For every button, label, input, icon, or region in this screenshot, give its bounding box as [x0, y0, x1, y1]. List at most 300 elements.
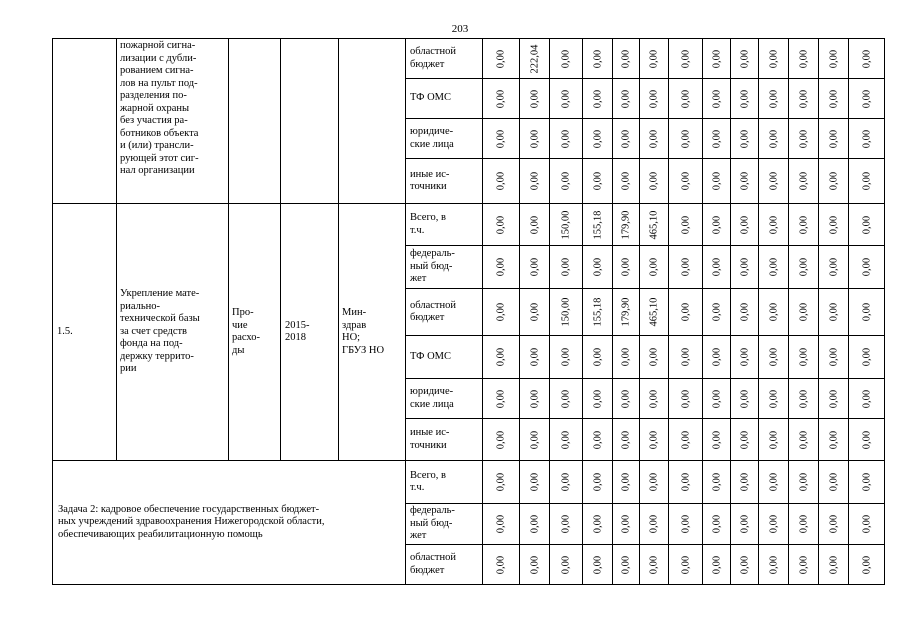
amount-cell [483, 289, 519, 335]
amount-value: 0,00 [592, 347, 603, 367]
amount-cell [789, 336, 818, 378]
amount-value: 0,00 [560, 389, 572, 408]
amount-cell [583, 419, 612, 460]
amount-value: 0,00 [529, 257, 540, 277]
amount-value: 0,00 [798, 389, 809, 408]
amount-value: 0,00 [711, 302, 722, 322]
funding-source: иные ис- точники [410, 168, 450, 192]
amount-value: 0,00 [529, 430, 540, 449]
amount-cell [520, 119, 549, 158]
amount-value: 0,00 [560, 472, 572, 492]
amount-cell [669, 419, 702, 460]
amount-cell [759, 39, 788, 78]
amount-value: 0,00 [680, 171, 691, 191]
amount-value: 0,00 [861, 302, 872, 322]
funding-source: Всего, в т.ч. [410, 469, 446, 493]
amount-cell [520, 289, 549, 335]
amount-cell [731, 39, 758, 78]
amount-value: 0,00 [680, 49, 691, 68]
amount-cell [550, 246, 582, 288]
amount-value: 0,00 [739, 257, 750, 277]
amount-cell [669, 461, 702, 503]
amount-value: 0,00 [648, 430, 660, 449]
amount-value: 0,00 [648, 514, 660, 534]
amount-cell [819, 119, 848, 158]
amount-value: 0,00 [648, 347, 660, 367]
amount-cell [669, 119, 702, 158]
amount-value: 0,00 [560, 430, 572, 449]
amount-value: 0,00 [861, 171, 872, 191]
amount-value: 0,00 [768, 472, 779, 492]
amount-cell [789, 39, 818, 78]
amount-value: 0,00 [861, 89, 872, 108]
amount-value: 0,00 [620, 257, 632, 277]
amount-value: 0,00 [828, 514, 839, 534]
amount-cell [759, 79, 788, 118]
amount-cell [640, 246, 668, 288]
amount-cell [640, 204, 668, 245]
amount-cell [520, 39, 549, 78]
amount-cell [703, 289, 730, 335]
amount-cell [483, 79, 519, 118]
amount-value: 0,00 [861, 514, 872, 534]
amount-value: 0,00 [495, 257, 507, 277]
amount-value: 0,00 [495, 430, 507, 449]
amount-cell [759, 204, 788, 245]
amount-value: 0,00 [798, 49, 809, 68]
amount-cell [703, 79, 730, 118]
amount-value: 0,00 [828, 171, 839, 191]
amount-cell [703, 39, 730, 78]
amount-value: 0,00 [768, 430, 779, 449]
amount-value: 0,00 [620, 555, 632, 574]
amount-cell [731, 159, 758, 203]
amount-cell [703, 461, 730, 503]
amount-cell [520, 336, 549, 378]
amount-cell [483, 204, 519, 245]
amount-value: 179,90 [620, 210, 632, 239]
amount-value: 0,00 [560, 514, 572, 534]
amount-cell [550, 79, 582, 118]
amount-value: 0,00 [798, 302, 809, 322]
amount-value: 0,00 [529, 215, 540, 234]
amount-cell [759, 461, 788, 503]
expense-type [229, 39, 280, 203]
amount-cell [789, 504, 818, 544]
amount-value: 0,00 [495, 514, 507, 534]
amount-cell [640, 419, 668, 460]
amount-value: 0,00 [680, 89, 691, 108]
amount-value: 0,00 [861, 49, 872, 68]
amount-cell [550, 545, 582, 584]
amount-cell [759, 246, 788, 288]
amount-cell [849, 39, 884, 78]
amount-cell [520, 204, 549, 245]
amount-value: 0,00 [529, 389, 540, 408]
amount-cell [483, 336, 519, 378]
amount-value: 0,00 [768, 514, 779, 534]
amount-cell [640, 379, 668, 418]
amount-value: 0,00 [798, 514, 809, 534]
amount-value: 0,00 [648, 49, 660, 68]
amount-value: 0,00 [495, 555, 507, 574]
amount-cell [583, 336, 612, 378]
amount-cell [483, 379, 519, 418]
amount-value: 0,00 [620, 430, 632, 449]
amount-cell [819, 461, 848, 503]
amount-cell [640, 159, 668, 203]
amount-value: 0,00 [592, 472, 603, 492]
amount-value: 0,00 [592, 257, 603, 277]
amount-cell [849, 79, 884, 118]
amount-value: 0,00 [768, 555, 779, 574]
amount-value: 0,00 [620, 347, 632, 367]
amount-cell [789, 79, 818, 118]
amount-cell [703, 504, 730, 544]
amount-value: 0,00 [495, 49, 507, 68]
funding-source: федераль- ный бюд- жет [410, 505, 455, 542]
amount-value: 0,00 [620, 514, 632, 534]
row-border [52, 584, 885, 585]
amount-value: 0,00 [529, 302, 540, 322]
amount-value: 0,00 [798, 347, 809, 367]
amount-cell [613, 419, 639, 460]
amount-cell [483, 419, 519, 460]
amount-cell [849, 419, 884, 460]
amount-cell [613, 461, 639, 503]
amount-cell [583, 246, 612, 288]
amount-cell [640, 461, 668, 503]
item-name: Укрепление мате- риально- технической базы за счет средств фонда на под- держку террито- рии [120, 288, 200, 375]
amount-cell [669, 204, 702, 245]
amount-value: 0,00 [560, 49, 572, 68]
amount-value: 0,00 [861, 472, 872, 492]
amount-cell [483, 39, 519, 78]
amount-value: 0,00 [592, 171, 603, 191]
amount-value: 0,00 [739, 171, 750, 191]
amount-cell [849, 504, 884, 544]
amount-cell [520, 419, 549, 460]
amount-cell [789, 119, 818, 158]
amount-cell [731, 79, 758, 118]
amount-cell [819, 79, 848, 118]
amount-cell [640, 39, 668, 78]
amount-cell [759, 336, 788, 378]
amount-value: 0,00 [592, 555, 603, 574]
amount-cell [819, 289, 848, 335]
amount-cell [669, 336, 702, 378]
amount-value: 150,00 [560, 297, 572, 327]
amount-cell [789, 204, 818, 245]
amount-value: 0,00 [680, 514, 691, 534]
amount-value: 0,00 [711, 49, 722, 68]
amount-value: 0,00 [620, 389, 632, 408]
amount-value: 0,00 [560, 257, 572, 277]
amount-value: 0,00 [768, 347, 779, 367]
amount-cell [759, 504, 788, 544]
funding-source: областной бюджет [410, 552, 456, 576]
amount-value: 0,00 [861, 215, 872, 234]
amount-value: 0,00 [711, 514, 722, 534]
amount-value: 0,00 [711, 555, 722, 574]
amount-cell [483, 246, 519, 288]
amount-cell [669, 545, 702, 584]
amount-cell [583, 545, 612, 584]
amount-value: 0,00 [495, 89, 507, 108]
amount-value: 0,00 [529, 555, 540, 574]
amount-cell [583, 289, 612, 335]
amount-cell [520, 159, 549, 203]
amount-value: 0,00 [861, 347, 872, 367]
amount-value: 0,00 [861, 430, 872, 449]
amount-value: 0,00 [529, 472, 540, 492]
amount-value: 0,00 [861, 555, 872, 574]
amount-value: 465,10 [648, 297, 660, 327]
amount-cell [613, 39, 639, 78]
amount-value: 0,00 [768, 171, 779, 191]
amount-value: 0,00 [680, 129, 691, 148]
amount-cell [849, 246, 884, 288]
amount-cell [759, 419, 788, 460]
amount-value: 0,00 [495, 472, 507, 492]
amount-value: 0,00 [798, 430, 809, 449]
amount-value: 0,00 [711, 347, 722, 367]
executor [339, 39, 405, 203]
amount-value: 0,00 [592, 514, 603, 534]
amount-value: 0,00 [592, 129, 603, 148]
amount-cell [669, 289, 702, 335]
amount-value: 0,00 [560, 171, 572, 191]
amount-value: 0,00 [739, 89, 750, 108]
amount-value: 0,00 [798, 257, 809, 277]
amount-cell [789, 419, 818, 460]
amount-value: 0,00 [828, 302, 839, 322]
amount-value: 0,00 [592, 430, 603, 449]
amount-value: 0,00 [620, 472, 632, 492]
amount-value: 0,00 [798, 555, 809, 574]
amount-cell [520, 246, 549, 288]
amount-cell [789, 159, 818, 203]
amount-value: 155,18 [592, 297, 603, 327]
amount-value: 465,10 [648, 210, 660, 239]
amount-value: 0,00 [680, 302, 691, 322]
amount-value: 0,00 [592, 49, 603, 68]
period [281, 39, 338, 203]
amount-value: 0,00 [711, 430, 722, 449]
amount-cell [819, 504, 848, 544]
amount-value: 0,00 [739, 347, 750, 367]
amount-cell [550, 39, 582, 78]
amount-value: 0,00 [828, 129, 839, 148]
amount-value: 0,00 [680, 215, 691, 234]
amount-value: 0,00 [739, 389, 750, 408]
amount-value: 0,00 [768, 257, 779, 277]
amount-cell [613, 336, 639, 378]
amount-value: 0,00 [560, 555, 572, 574]
amount-cell [583, 159, 612, 203]
amount-value: 0,00 [828, 472, 839, 492]
amount-cell [520, 545, 549, 584]
item-name: пожарной сигна- лизации с дубли- рованием сигна- лов на пульт под- разделения по- жарной охраны без участия ра- ботников объекта и (или) трансли- рующей этот сиг- нал организации [120, 40, 199, 176]
amount-cell [849, 336, 884, 378]
amount-value: 0,00 [828, 555, 839, 574]
amount-cell [819, 336, 848, 378]
amount-value: 0,00 [739, 514, 750, 534]
amount-cell [819, 204, 848, 245]
amount-cell [789, 461, 818, 503]
amount-value: 0,00 [495, 171, 507, 191]
amount-cell [669, 39, 702, 78]
amount-cell [613, 545, 639, 584]
amount-cell [550, 159, 582, 203]
amount-cell [703, 545, 730, 584]
amount-value: 0,00 [739, 129, 750, 148]
expense-type: Про- чие расхо- ды [232, 307, 261, 356]
amount-cell [613, 119, 639, 158]
amount-cell [731, 204, 758, 245]
amount-cell [819, 246, 848, 288]
amount-value: 0,00 [529, 171, 540, 191]
amount-value: 0,00 [495, 215, 507, 234]
amount-value: 0,00 [560, 347, 572, 367]
amount-value: 150,00 [560, 210, 572, 239]
amount-cell [613, 289, 639, 335]
amount-cell [550, 289, 582, 335]
amount-value: 0,00 [680, 430, 691, 449]
amount-value: 0,00 [648, 171, 660, 191]
funding-source: иные ис- точники [410, 427, 450, 451]
amount-value: 0,00 [620, 129, 632, 148]
amount-cell [819, 545, 848, 584]
amount-cell [731, 336, 758, 378]
amount-value: 0,00 [828, 430, 839, 449]
amount-cell [550, 204, 582, 245]
amount-value: 0,00 [768, 89, 779, 108]
amount-cell [819, 379, 848, 418]
amount-value: 155,18 [592, 210, 603, 239]
amount-cell [613, 246, 639, 288]
amount-value: 0,00 [711, 215, 722, 234]
amount-cell [613, 379, 639, 418]
amount-cell [703, 159, 730, 203]
amount-value: 0,00 [768, 302, 779, 322]
amount-value: 179,90 [620, 297, 632, 327]
amount-value: 0,00 [680, 347, 691, 367]
amount-value: 0,00 [648, 389, 660, 408]
amount-value: 0,00 [798, 472, 809, 492]
amount-cell [789, 379, 818, 418]
period: 2015- 2018 [285, 319, 310, 343]
amount-cell [819, 159, 848, 203]
amount-cell [703, 204, 730, 245]
amount-cell [703, 119, 730, 158]
amount-cell [789, 289, 818, 335]
amount-cell [703, 379, 730, 418]
item-number [53, 39, 116, 203]
amount-cell [669, 246, 702, 288]
amount-cell [550, 119, 582, 158]
amount-value: 0,00 [828, 347, 839, 367]
amount-value: 0,00 [620, 171, 632, 191]
amount-value: 0,00 [680, 472, 691, 492]
funding-source: ТФ ОМС [410, 92, 452, 104]
amount-value: 0,00 [495, 389, 507, 408]
amount-cell [731, 246, 758, 288]
amount-value: 0,00 [592, 89, 603, 108]
amount-cell [640, 79, 668, 118]
funding-source: федераль- ный бюд- жет [410, 248, 455, 285]
amount-cell [640, 119, 668, 158]
amount-value: 0,00 [798, 129, 809, 148]
amount-value: 0,00 [739, 472, 750, 492]
amount-cell [640, 545, 668, 584]
amount-cell [731, 379, 758, 418]
amount-value: 0,00 [495, 129, 507, 148]
amount-cell [789, 246, 818, 288]
amount-cell [550, 419, 582, 460]
amount-value: 0,00 [648, 129, 660, 148]
amount-cell [640, 336, 668, 378]
amount-value: 0,00 [739, 555, 750, 574]
amount-cell [819, 419, 848, 460]
amount-cell [849, 289, 884, 335]
amount-value: 0,00 [711, 171, 722, 191]
amount-cell [550, 504, 582, 544]
amount-value: 0,00 [529, 514, 540, 534]
amount-cell [759, 119, 788, 158]
amount-cell [759, 545, 788, 584]
amount-cell [731, 461, 758, 503]
amount-value: 0,00 [711, 257, 722, 277]
amount-cell [520, 461, 549, 503]
funding-source: юридиче- ские лица [410, 386, 454, 410]
amount-cell [613, 504, 639, 544]
amount-cell [583, 379, 612, 418]
amount-value: 0,00 [648, 555, 660, 574]
amount-cell [731, 419, 758, 460]
amount-value: 0,00 [711, 89, 722, 108]
amount-value: 0,00 [861, 257, 872, 277]
funding-source: областной бюджет [410, 299, 456, 323]
amount-value: 222,04 [529, 44, 540, 73]
amount-value: 0,00 [861, 129, 872, 148]
amount-cell [520, 379, 549, 418]
executor: Мин- здрав НО; ГБУЗ НО [342, 307, 385, 356]
amount-value: 0,00 [529, 89, 540, 108]
amount-value: 0,00 [648, 89, 660, 108]
amount-value: 0,00 [798, 89, 809, 108]
amount-cell [819, 39, 848, 78]
amount-value: 0,00 [768, 129, 779, 148]
amount-value: 0,00 [828, 257, 839, 277]
amount-cell [849, 159, 884, 203]
funding-source: областной бюджет [410, 46, 456, 70]
amount-cell [583, 79, 612, 118]
amount-cell [703, 246, 730, 288]
amount-value: 0,00 [620, 49, 632, 68]
amount-cell [583, 461, 612, 503]
amount-value: 0,00 [739, 430, 750, 449]
amount-value: 0,00 [768, 389, 779, 408]
amount-value: 0,00 [495, 302, 507, 322]
amount-value: 0,00 [711, 129, 722, 148]
amount-value: 0,00 [768, 215, 779, 234]
amount-cell [583, 204, 612, 245]
amount-cell [669, 159, 702, 203]
amount-value: 0,00 [592, 389, 603, 408]
amount-cell [640, 504, 668, 544]
amount-cell [731, 504, 758, 544]
